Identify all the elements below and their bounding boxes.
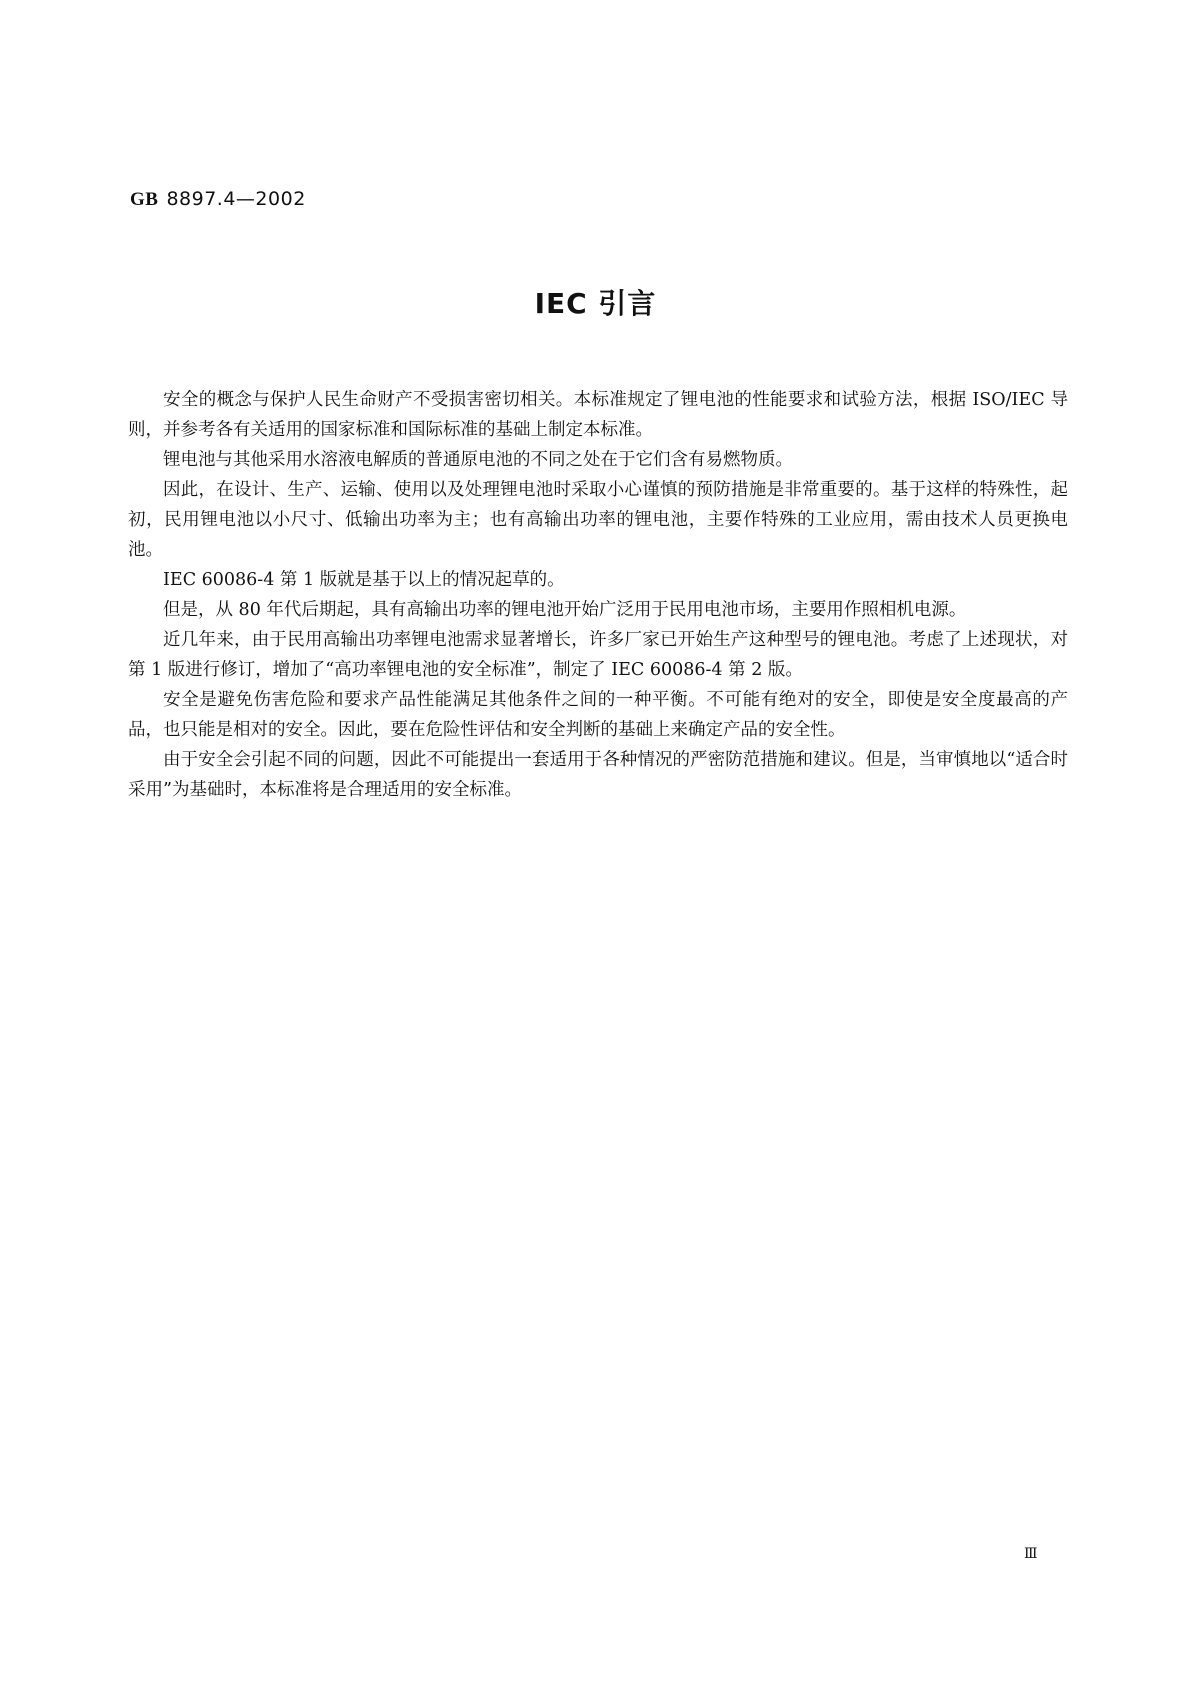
paragraph-1: 安全的概念与保护人民生命财产不受损害密切相关。本标准规定了锂电池的性能要求和试验方法，根据 ISO/IEC 导则，并参考各有关适用的国家标准和国际标准的基础上制定本标准。 [128, 390, 1068, 440]
paragraph-4: IEC 60086-4 第 1 版就是基于以上的情况起草的。 [163, 570, 565, 590]
standard-number: 8897.4—2002 [166, 188, 306, 210]
paragraph-7: 安全是避免伤害危险和要求产品性能满足其他条件之间的一种平衡。不可能有绝对的安全，即使是安全度最高的产品，也只能是相对的安全。因此，要在危险性评估和安全判断的基础上来确定产品的安全性。 [128, 690, 1068, 740]
paragraph-3: 因此，在设计、生产、运输、使用以及处理锂电池时采取小心谨慎的预防措施是非常重要的。基于这样的特殊性，起初，民用锂电池以小尺寸、低输出功率为主；也有高输出功率的锂电池，主要作特殊的工业应用，需由技术人员更换电池。 [128, 480, 1068, 560]
page-number: Ⅲ [1024, 1546, 1038, 1562]
standard-prefix: GB [130, 189, 159, 210]
paragraph-6: 近几年来，由于民用高输出功率锂电池需求显著增长，许多厂家已开始生产这种型号的锂电池。考虑了上述现状，对第 1 版进行修订，增加了“高功率锂电池的安全标准”，制定了 IEC 60086-4 第 2 版。 [128, 630, 1068, 680]
page-title: IEC 引言 [534, 287, 657, 320]
paragraph-2: 锂电池与其他采用水溶液电解质的普通原电池的不同之处在于它们含有易燃物质。 [163, 450, 793, 470]
body-text [128, 385, 1068, 805]
paragraph-8: 由于安全会引起不同的问题，因此不可能提出一套适用于各种情况的严密防范措施和建议。但是，当审慎地以“适合时采用”为基础时，本标准将是合理适用的安全标准。 [128, 750, 1068, 800]
document-header [130, 188, 306, 211]
paragraph-5: 但是，从 80 年代后期起，具有高输出功率的锂电池开始广泛用于民用电池市场，主要用作照相机电源。 [163, 600, 967, 620]
